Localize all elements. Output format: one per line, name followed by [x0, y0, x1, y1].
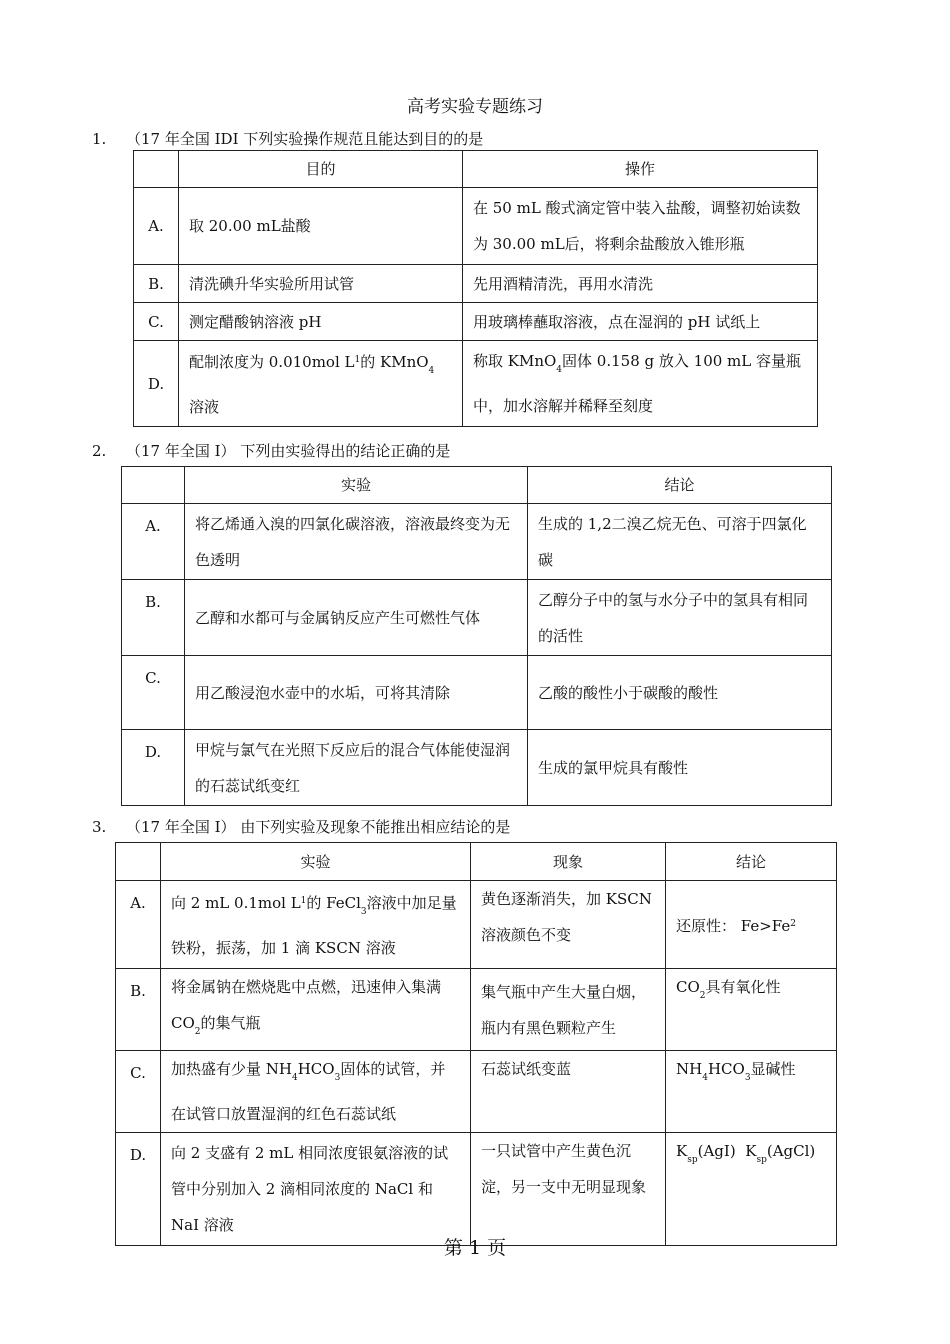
question-1-table [133, 150, 818, 427]
row-label: B. [122, 580, 185, 656]
table-row [116, 1051, 837, 1133]
question-3 [92, 816, 510, 837]
header-cell: 结论 [666, 843, 837, 881]
table-header-row [116, 843, 837, 881]
purpose-cell: 清洗碘升华实验所用试管 [179, 265, 463, 303]
text-run: HCO [297, 1060, 335, 1078]
phenomenon-cell: 黄色逐渐消失，加 KSCN 溶液颜色不变 [471, 881, 666, 969]
text-run: (AgCl) [766, 1142, 816, 1160]
text-run: K [745, 1142, 757, 1160]
row-label: A. [116, 881, 161, 969]
subscript: 2 [699, 991, 706, 1001]
subscript: 3 [334, 1073, 341, 1083]
conclusion-cell [666, 881, 837, 969]
header-cell: 目的 [179, 151, 463, 188]
experiment-cell: 将乙烯通入溴的四氯化碳溶液，溶液最终变为无色透明 [185, 504, 528, 580]
row-label: A. [134, 188, 179, 265]
table-row [122, 504, 832, 580]
purpose-cell: 测定醋酸钠溶液 pH [179, 303, 463, 341]
experiment-cell: 用乙酸浸泡水壶中的水垢，可将其清除 [185, 656, 528, 730]
text-run: 配制浓度为 0.010mol L [189, 353, 355, 371]
header-cell [134, 151, 179, 188]
row-label: C. [134, 303, 179, 341]
question-3-table [115, 842, 837, 1246]
phenomenon-cell: 石蕊试纸变蓝 [471, 1051, 666, 1133]
subscript: 4 [291, 1073, 298, 1083]
header-cell [116, 843, 161, 881]
text-run: 称取 KMnO [473, 352, 557, 370]
page-title: 高考实验专题练习 [407, 97, 543, 117]
table-row [134, 265, 818, 303]
conclusion-cell [666, 1051, 837, 1133]
superscript: 2 [790, 918, 796, 929]
subscript: 3 [744, 1073, 751, 1083]
table-row [122, 580, 832, 656]
superscript: 1 [354, 355, 361, 365]
question-2-text: （17 年全国 I） 下列由实验得出的结论正确的是 [126, 442, 451, 460]
phenomenon-cell: 一只试管中产生黄色沉淀，另一支中无明显现象 [471, 1133, 666, 1246]
subscript: 4 [556, 365, 563, 375]
row-label: A. [122, 504, 185, 580]
row-label: D. [134, 341, 179, 427]
conclusion-cell: 生成的 1,2二溴乙烷无色、可溶于四氯化碳 [528, 504, 832, 580]
subscript: 2 [194, 1027, 201, 1037]
text-run: 溶液 [189, 398, 220, 416]
question-1-text: （17 年全国 IDI 下列实验操作规范且能达到目的的是 [126, 130, 484, 148]
header-cell: 现象 [471, 843, 666, 881]
question-2-number: 2. [92, 442, 107, 460]
header-cell: 结论 [528, 467, 832, 504]
row-label: D. [122, 730, 185, 806]
purpose-cell [179, 341, 463, 427]
text-run: CO [676, 978, 700, 996]
text-run: K [676, 1142, 688, 1160]
text-run: 将金属钠在燃烧匙中点燃，迅速伸入集满 CO [171, 978, 442, 1032]
text-run: 还原性： Fe>Fe [676, 916, 791, 935]
conclusion-cell [666, 1133, 837, 1246]
conclusion-cell: 生成的氯甲烷具有酸性 [528, 730, 832, 806]
subscript: sp [687, 1155, 698, 1165]
subscript: 4 [702, 1073, 708, 1083]
row-label: C. [116, 1051, 161, 1133]
header-cell: 操作 [463, 151, 818, 188]
text-run: (AgI) [697, 1142, 736, 1160]
text-run: HCO [707, 1060, 745, 1078]
page-number: 第 1 页 [443, 1237, 507, 1259]
subscript: 4 [428, 366, 435, 376]
header-cell: 实验 [161, 843, 471, 881]
text-run: NH [676, 1060, 703, 1078]
experiment-cell: 乙醇和水都可与金属钠反应产生可燃性气体 [185, 580, 528, 656]
question-3-text: （17 年全国 I） 由下列实验及现象不能推出相应结论的是 [126, 818, 511, 836]
text-run: 的集气瓶 [200, 1014, 261, 1032]
header-cell: 实验 [185, 467, 528, 504]
question-2 [92, 440, 450, 461]
text-run: 具有氧化性 [705, 978, 781, 996]
question-2-table [121, 466, 832, 806]
experiment-cell: 向 2 支盛有 2 mL 相同浓度银氨溶液的试管中分别加入 2 滴相同浓度的 NaCl 和 NaI 溶液 [161, 1133, 471, 1246]
text-run: 固体 0.158 g 放入 100 mL 容量瓶中，加水溶解并稀释至刻度 [473, 352, 801, 415]
text-run: 加热盛有少量 NH [171, 1060, 292, 1078]
table-row [122, 730, 832, 806]
subscript: sp [756, 1155, 767, 1165]
table-row [116, 881, 837, 969]
conclusion-cell: 乙酸的酸性小于碳酸的酸性 [528, 656, 832, 730]
table-header-row [122, 467, 832, 504]
experiment-cell [161, 1051, 471, 1133]
operation-cell: 先用酒精清洗，再用水清洗 [463, 265, 818, 303]
text-run: 向 2 mL 0.1mol L [171, 894, 301, 912]
table-header-row [134, 151, 818, 188]
row-label: C. [122, 656, 185, 730]
row-label: B. [116, 969, 161, 1051]
table-row [122, 656, 832, 730]
superscript: 1 [300, 896, 307, 906]
operation-cell: 在 50 mL 酸式滴定管中装入盐酸，调整初始读数为 30.00 mL后，将剩余盐酸放入锥形瓶 [463, 188, 818, 265]
text-run: 溶液中加足量铁粉，振荡，加 1 滴 KSCN 溶液 [171, 894, 457, 957]
row-label: D. [116, 1133, 161, 1246]
table-row [134, 341, 818, 427]
operation-cell [463, 341, 818, 427]
text-run: 固体的试管，并在试管口放置湿润的红色石蕊试纸 [171, 1060, 446, 1123]
subscript: 3 [360, 907, 367, 917]
text-run: 的 KMnO [360, 353, 429, 371]
text-run: 显碱性 [750, 1060, 796, 1078]
table-row [134, 303, 818, 341]
question-1-number: 1. [92, 130, 107, 148]
conclusion-cell [666, 969, 837, 1051]
row-label: B. [134, 265, 179, 303]
phenomenon-cell: 集气瓶中产生大量白烟，瓶内有黑色颗粒产生 [471, 969, 666, 1051]
conclusion-cell: 乙醇分子中的氢与水分子中的氢具有相同的活性 [528, 580, 832, 656]
table-row [134, 188, 818, 265]
header-cell [122, 467, 185, 504]
table-row [116, 1133, 837, 1246]
experiment-cell [161, 969, 471, 1051]
experiment-cell [161, 881, 471, 969]
operation-cell: 用玻璃棒蘸取溶液，点在湿润的 pH 试纸上 [463, 303, 818, 341]
purpose-cell: 取 20.00 mL盐酸 [179, 188, 463, 265]
question-1 [92, 128, 483, 149]
experiment-cell: 甲烷与氯气在光照下反应后的混合气体能使湿润的石蕊试纸变红 [185, 730, 528, 806]
text-run: 的 FeCl [306, 894, 361, 912]
table-row [116, 969, 837, 1051]
question-3-number: 3. [92, 818, 107, 836]
